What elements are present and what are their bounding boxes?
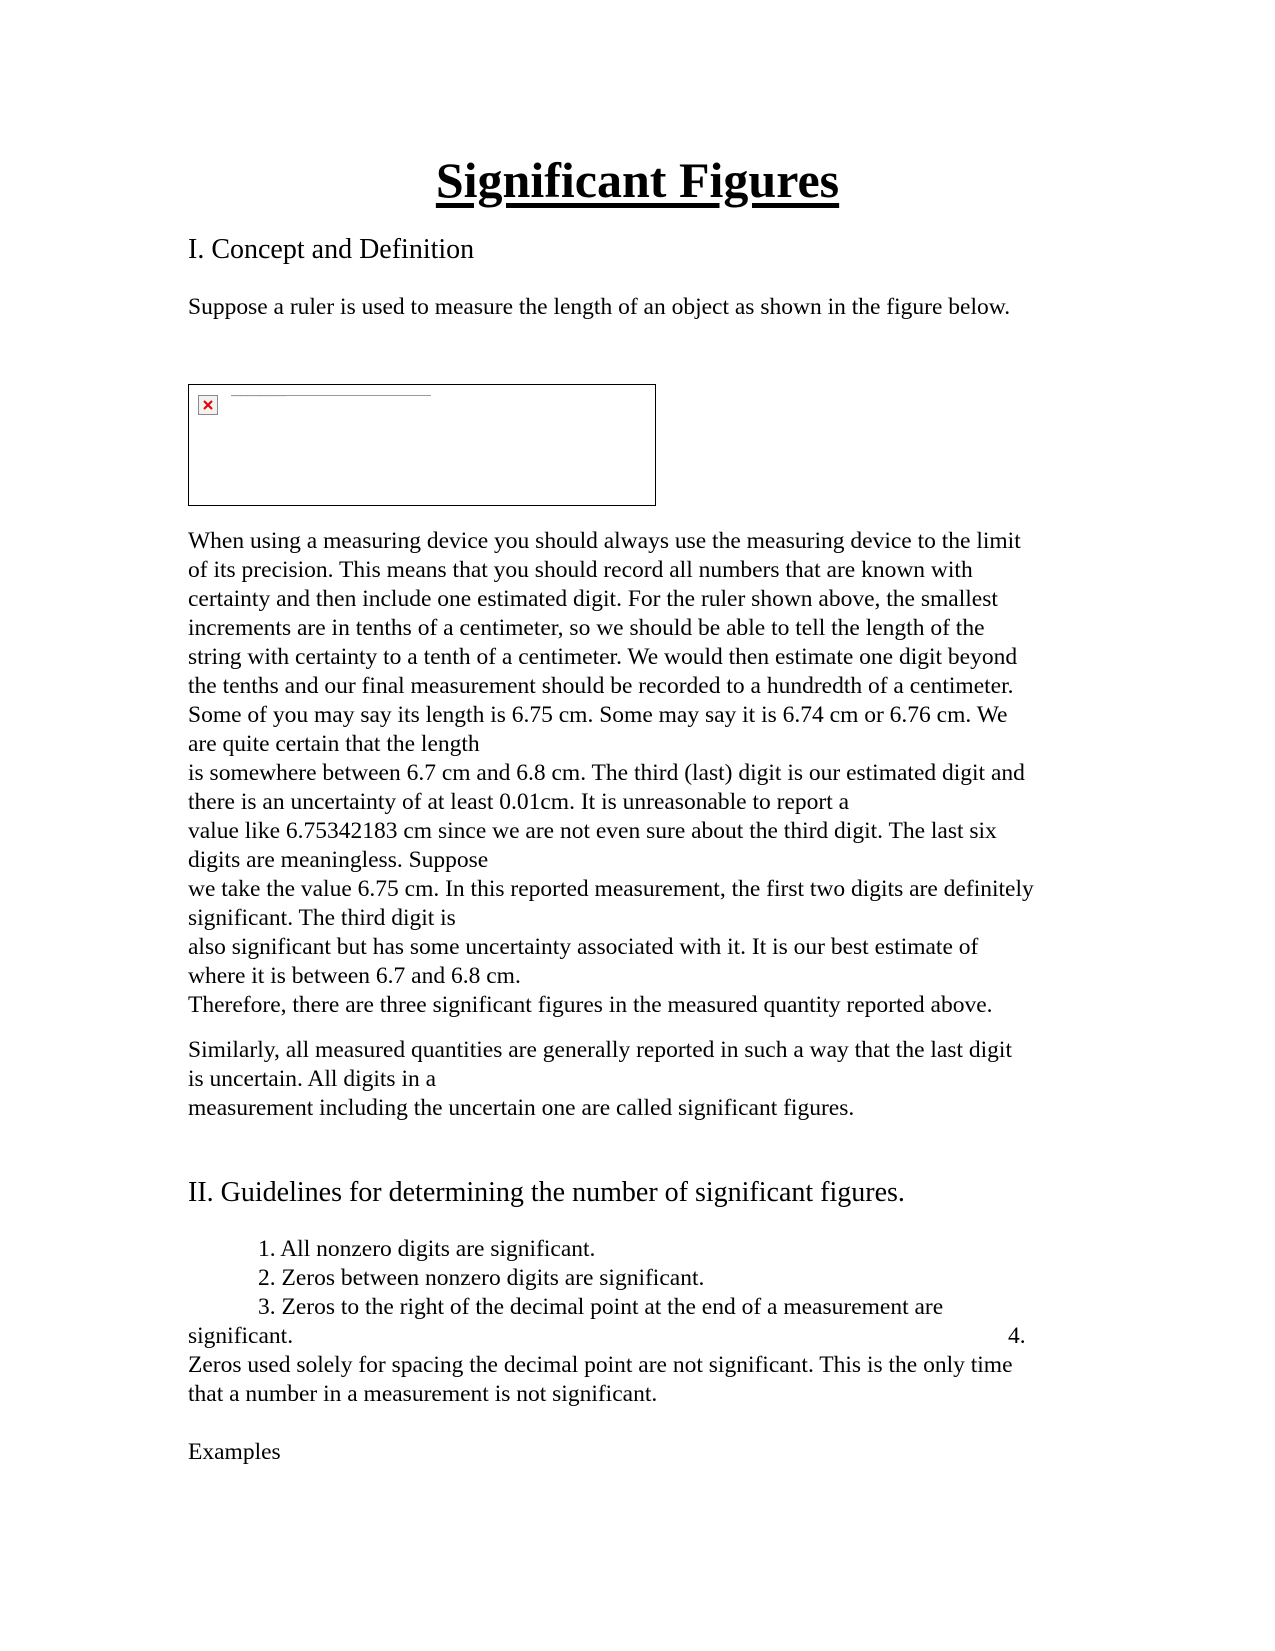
rule-1: 1. All nonzero digits are significant. xyxy=(258,1236,596,1262)
image-alt-text: The image cannot be displayed. Your computer may not have enough memory to open the image, or the image may have been corrupted. xyxy=(231,397,286,398)
body-line: value like 6.75342183 cm since we are not even sure about the third digit. The last six xyxy=(188,818,997,844)
broken-image-icon xyxy=(198,395,218,415)
body-line: where it is between 6.7 and 6.8 cm. xyxy=(188,963,521,989)
body-line: there is an uncertainty of at least 0.01cm. It is unreasonable to report a xyxy=(188,789,850,815)
body-line: certainty and then include one estimated digit. For the ruler shown above, the smallest xyxy=(188,586,998,612)
body-line: also significant but has some uncertainty associated with it. It is our best estimate of xyxy=(188,934,979,960)
body-line: is uncertain. All digits in a xyxy=(188,1066,437,1092)
rule-3-continuation: significant. xyxy=(188,1323,294,1349)
rule-2: 2. Zeros between nonzero digits are significant. xyxy=(258,1265,705,1291)
image-error-message xyxy=(231,395,431,398)
body-line: are quite certain that the length xyxy=(188,731,480,757)
body-line: When using a measuring device you should always use the measuring device to the limit xyxy=(188,528,1021,554)
body-line: significant. The third digit is xyxy=(188,905,456,931)
body-line: Similarly, all measured quantities are generally reported in such a way that the last digit xyxy=(188,1037,1012,1063)
examples-label: Examples xyxy=(188,1439,281,1465)
section-heading-guidelines: II. Guidelines for determining the number of significant figures. xyxy=(188,1177,905,1208)
body-line: increments are in tenths of a centimeter, so we should be able to tell the length of the xyxy=(188,615,985,641)
intro-text: Suppose a ruler is used to measure the length of an object as shown in the figure below. xyxy=(188,294,1011,320)
similarly-paragraph xyxy=(188,1036,1088,1123)
body-line: the tenths and our final measurement should be recorded to a hundredth of a centimeter. xyxy=(188,673,1014,699)
body-line: Some of you may say its length is 6.75 cm. Some may say it is 6.74 cm or 6.76 cm. We xyxy=(188,702,1008,728)
ruler-figure-placeholder xyxy=(188,384,656,506)
body-line: is somewhere between 6.7 cm and 6.8 cm. The third (last) digit is our estimated digit and xyxy=(188,760,1025,786)
section-heading-concept: I. Concept and Definition xyxy=(188,234,475,265)
rule-4-line-1: Zeros used solely for spacing the decimal point are not significant. This is the only time xyxy=(188,1352,1013,1378)
rule-3: 3. Zeros to the right of the decimal point at the end of a measurement are xyxy=(258,1294,944,1320)
measurement-paragraph xyxy=(188,527,1088,1020)
body-line: we take the value 6.75 cm. In this reported measurement, the first two digits are definitely xyxy=(188,876,1034,902)
body-line: of its precision. This means that you should record all numbers that are known with xyxy=(188,557,973,583)
rule-4-line-2: that a number in a measurement is not significant. xyxy=(188,1381,658,1407)
intro-paragraph xyxy=(188,293,1088,322)
body-line: Therefore, there are three significant figures in the measured quantity reported above. xyxy=(188,992,993,1018)
rule-4-number: 4. xyxy=(1008,1323,1026,1349)
body-line: digits are meaningless. Suppose xyxy=(188,847,489,873)
body-line: string with certainty to a tenth of a centimeter. We would then estimate one digit beyond xyxy=(188,644,1018,670)
body-line: measurement including the uncertain one are called significant figures. xyxy=(188,1095,855,1121)
page-title: Significant Figures xyxy=(435,152,840,208)
